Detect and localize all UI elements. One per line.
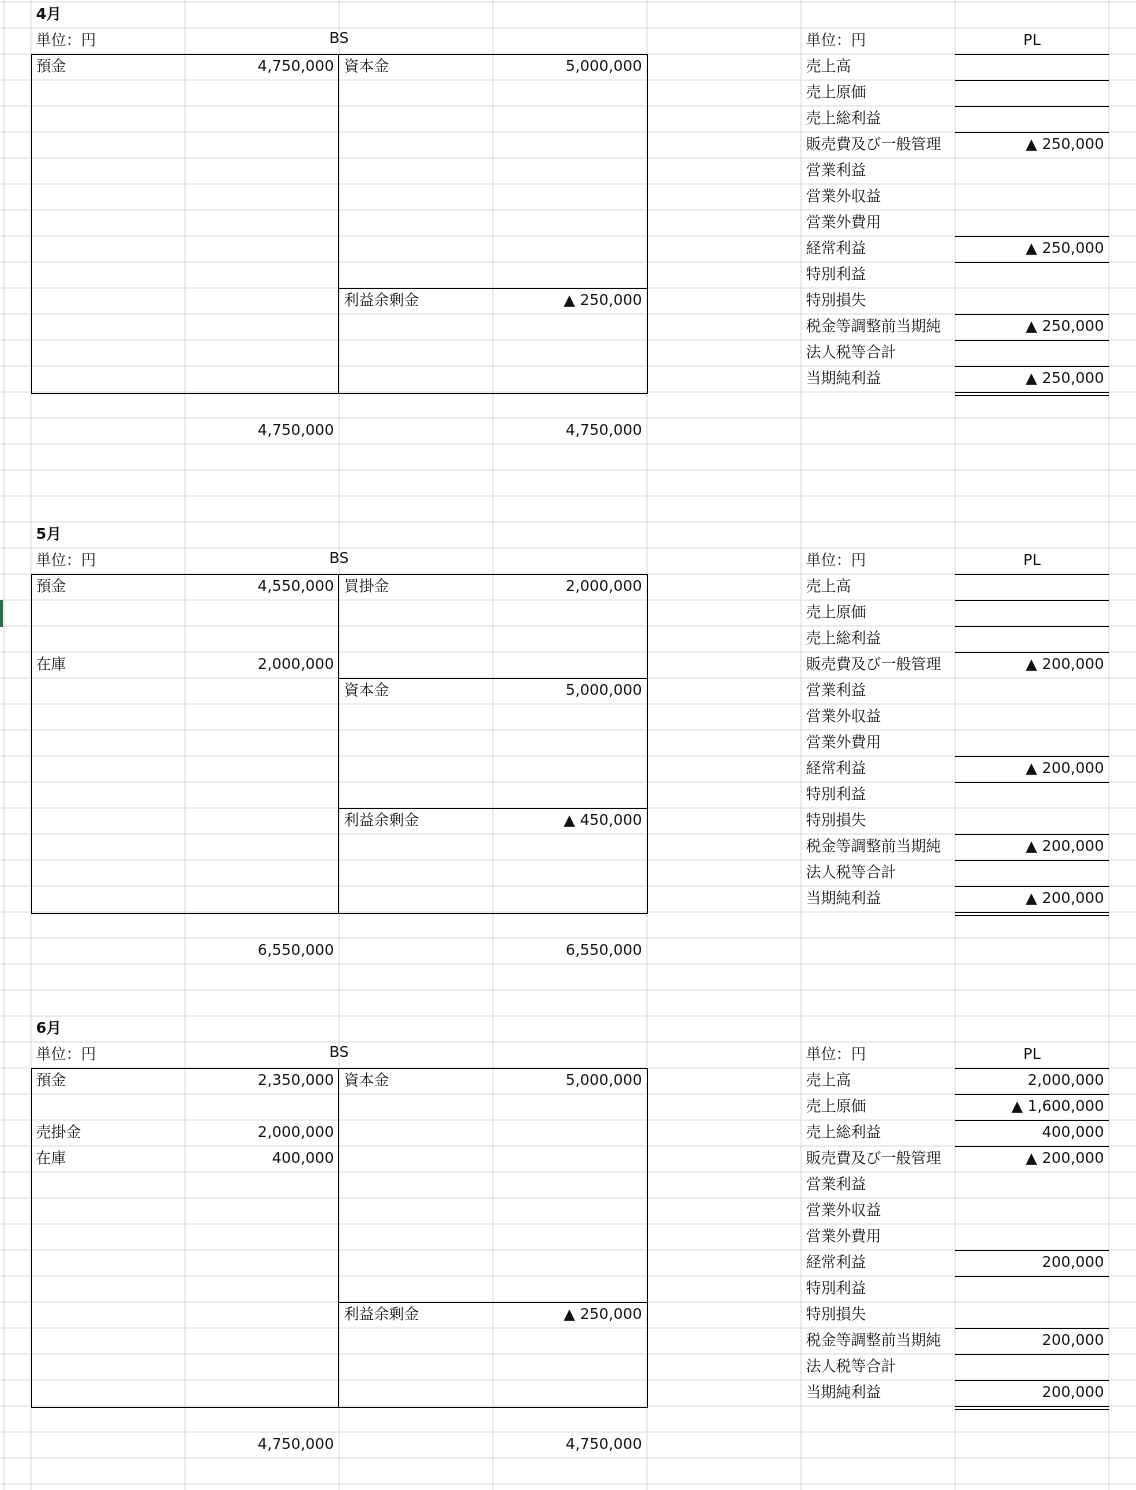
bs-heading: BS <box>329 29 349 47</box>
pl-row-value <box>955 80 1109 104</box>
bs-asset-label: 在庫 <box>36 1149 67 1167</box>
pl-total-double-rule <box>955 912 1109 916</box>
bs-capital-value: 5,000,000 <box>565 57 642 75</box>
pl-row-label: 販売費及び一般管理 <box>806 135 942 153</box>
pl-row-label: 当期純利益 <box>806 369 882 387</box>
pl-row-label: 売上高 <box>806 1071 852 1089</box>
bs-retained-value: ▲ 450,000 <box>563 811 642 829</box>
pl-row-value <box>955 808 1109 832</box>
pl-row-value <box>955 1172 1109 1196</box>
pl-row-label: 売上総利益 <box>806 109 882 127</box>
bs-liability-value: 2,000,000 <box>565 577 642 595</box>
bs-capital-label: 資本金 <box>344 1071 390 1089</box>
bs-heading: BS <box>329 549 349 567</box>
pl-row-value: ▲ 200,000 <box>1025 837 1104 855</box>
pl-row-label: 営業外収益 <box>806 187 882 205</box>
bs-retained-label: 利益余剰金 <box>344 291 420 309</box>
pl-unit-label: 単位：円 <box>806 551 867 569</box>
pl-row-label: 特別利益 <box>806 1279 867 1297</box>
bs-liability-label: 買掛金 <box>344 577 390 595</box>
pl-row-value <box>955 1224 1109 1248</box>
pl-row-label: 当期純利益 <box>806 1383 882 1401</box>
pl-unit-label: 単位：円 <box>806 31 867 49</box>
bs-heading: BS <box>329 1043 349 1061</box>
month-title: 6月 <box>36 1019 62 1037</box>
row-selection-marker <box>0 600 3 627</box>
bs-frame <box>31 1068 648 1408</box>
pl-row-label: 営業外費用 <box>806 733 882 751</box>
pl-row-value <box>955 574 1109 598</box>
pl-row-value <box>955 1198 1109 1222</box>
pl-unit-label: 単位：円 <box>806 1045 867 1063</box>
bs-divider <box>338 574 339 914</box>
pl-row-value: 200,000 <box>1041 1331 1104 1349</box>
pl-row-value <box>955 262 1109 286</box>
bs-retained-value: ▲ 250,000 <box>563 1305 642 1323</box>
bs-asset-label: 在庫 <box>36 655 67 673</box>
pl-row-label: 法人税等合計 <box>806 1357 897 1375</box>
pl-row-value <box>955 340 1109 364</box>
pl-row-label: 経常利益 <box>806 239 867 257</box>
pl-row-label: 売上総利益 <box>806 629 882 647</box>
pl-row-label: 特別損失 <box>806 811 867 829</box>
pl-row-value: ▲ 200,000 <box>1025 655 1104 673</box>
pl-row-value <box>955 1354 1109 1378</box>
pl-row-label: 法人税等合計 <box>806 343 897 361</box>
pl-total-double-rule <box>955 392 1109 396</box>
pl-total-double-rule <box>955 1406 1109 1410</box>
bs-total-liabilities: 4,750,000 <box>565 421 642 439</box>
pl-row-value <box>955 158 1109 182</box>
pl-row-label: 特別利益 <box>806 785 867 803</box>
bs-divider <box>338 1068 339 1408</box>
pl-row-value: ▲ 250,000 <box>1025 317 1104 335</box>
pl-row-label: 売上高 <box>806 57 852 75</box>
pl-row-label: 売上原価 <box>806 83 867 101</box>
pl-row-label: 法人税等合計 <box>806 863 897 881</box>
pl-row-value <box>955 860 1109 884</box>
pl-row-label: 税金等調整前当期純 <box>806 317 942 335</box>
pl-row-value: 400,000 <box>1041 1123 1104 1141</box>
pl-row-label: 経常利益 <box>806 1253 867 1271</box>
month-title: 4月 <box>36 5 62 23</box>
pl-row-label: 特別損失 <box>806 291 867 309</box>
pl-row-label: 特別利益 <box>806 265 867 283</box>
pl-row-value <box>955 626 1109 650</box>
bs-frame <box>31 54 648 394</box>
bs-frame <box>31 574 648 914</box>
pl-row-value: 2,000,000 <box>1027 1071 1104 1089</box>
pl-row-label: 営業利益 <box>806 1175 867 1193</box>
pl-row-label: 販売費及び一般管理 <box>806 1149 942 1167</box>
bs-total-assets: 4,750,000 <box>257 1435 334 1453</box>
pl-row-value <box>955 288 1109 312</box>
month-title: 5月 <box>36 525 62 543</box>
pl-row-value <box>955 704 1109 728</box>
pl-row-value <box>955 1302 1109 1326</box>
pl-row-label: 売上原価 <box>806 603 867 621</box>
pl-row-value <box>955 106 1109 130</box>
bs-capital-value: 5,000,000 <box>565 1071 642 1089</box>
pl-row-value: ▲ 250,000 <box>1025 135 1104 153</box>
pl-heading: PL <box>1023 551 1041 569</box>
bs-unit-label: 単位：円 <box>36 31 97 49</box>
bs-asset-value: 4,750,000 <box>257 57 334 75</box>
bs-capital-label: 資本金 <box>344 681 390 699</box>
bs-asset-value: 2,000,000 <box>257 1123 334 1141</box>
bs-asset-label: 売掛金 <box>36 1123 82 1141</box>
bs-capital-value: 5,000,000 <box>565 681 642 699</box>
bs-asset-label: 預金 <box>36 577 67 595</box>
pl-heading: PL <box>1023 1045 1041 1063</box>
bs-total-liabilities: 4,750,000 <box>565 1435 642 1453</box>
pl-row-value: ▲ 200,000 <box>1025 889 1104 907</box>
pl-row-label: 営業利益 <box>806 681 867 699</box>
pl-row-value: ▲ 200,000 <box>1025 1149 1104 1167</box>
pl-row-value: 200,000 <box>1041 1253 1104 1271</box>
pl-row-label: 営業外収益 <box>806 1201 882 1219</box>
pl-row-label: 税金等調整前当期純 <box>806 837 942 855</box>
pl-row-value <box>955 184 1109 208</box>
bs-capital-label: 資本金 <box>344 57 390 75</box>
pl-row-value: ▲ 250,000 <box>1025 369 1104 387</box>
pl-row-label: 販売費及び一般管理 <box>806 655 942 673</box>
bs-retained-value: ▲ 250,000 <box>563 291 642 309</box>
pl-row-value: ▲ 1,600,000 <box>1011 1097 1104 1115</box>
bs-asset-value: 4,550,000 <box>257 577 334 595</box>
pl-row-value <box>955 210 1109 234</box>
bs-unit-label: 単位：円 <box>36 1045 97 1063</box>
pl-row-label: 売上総利益 <box>806 1123 882 1141</box>
pl-row-label: 営業外費用 <box>806 213 882 231</box>
bs-total-assets: 6,550,000 <box>257 941 334 959</box>
pl-row-value <box>955 678 1109 702</box>
bs-total-liabilities: 6,550,000 <box>565 941 642 959</box>
pl-row-label: 営業外収益 <box>806 707 882 725</box>
pl-row-label: 特別損失 <box>806 1305 867 1323</box>
bs-asset-label: 預金 <box>36 57 67 75</box>
pl-row-label: 売上高 <box>806 577 852 595</box>
bs-retained-label: 利益余剰金 <box>344 1305 420 1323</box>
bs-asset-value: 2,000,000 <box>257 655 334 673</box>
bs-retained-label: 利益余剰金 <box>344 811 420 829</box>
pl-row-label: 売上原価 <box>806 1097 867 1115</box>
pl-row-value <box>955 782 1109 806</box>
pl-row-value <box>955 1276 1109 1300</box>
bs-asset-label: 預金 <box>36 1071 67 1089</box>
pl-row-label: 営業利益 <box>806 161 867 179</box>
pl-row-value <box>955 600 1109 624</box>
pl-row-value: ▲ 250,000 <box>1025 239 1104 257</box>
bs-asset-value: 400,000 <box>271 1149 334 1167</box>
bs-unit-label: 単位：円 <box>36 551 97 569</box>
pl-heading: PL <box>1023 31 1041 49</box>
pl-row-label: 営業外費用 <box>806 1227 882 1245</box>
pl-row-value <box>955 730 1109 754</box>
pl-row-value: 200,000 <box>1041 1383 1104 1401</box>
pl-row-label: 当期純利益 <box>806 889 882 907</box>
bs-divider <box>338 54 339 394</box>
pl-row-value <box>955 54 1109 78</box>
pl-row-label: 経常利益 <box>806 759 867 777</box>
pl-row-value: ▲ 200,000 <box>1025 759 1104 777</box>
bs-asset-value: 2,350,000 <box>257 1071 334 1089</box>
bs-total-assets: 4,750,000 <box>257 421 334 439</box>
pl-row-label: 税金等調整前当期純 <box>806 1331 942 1349</box>
